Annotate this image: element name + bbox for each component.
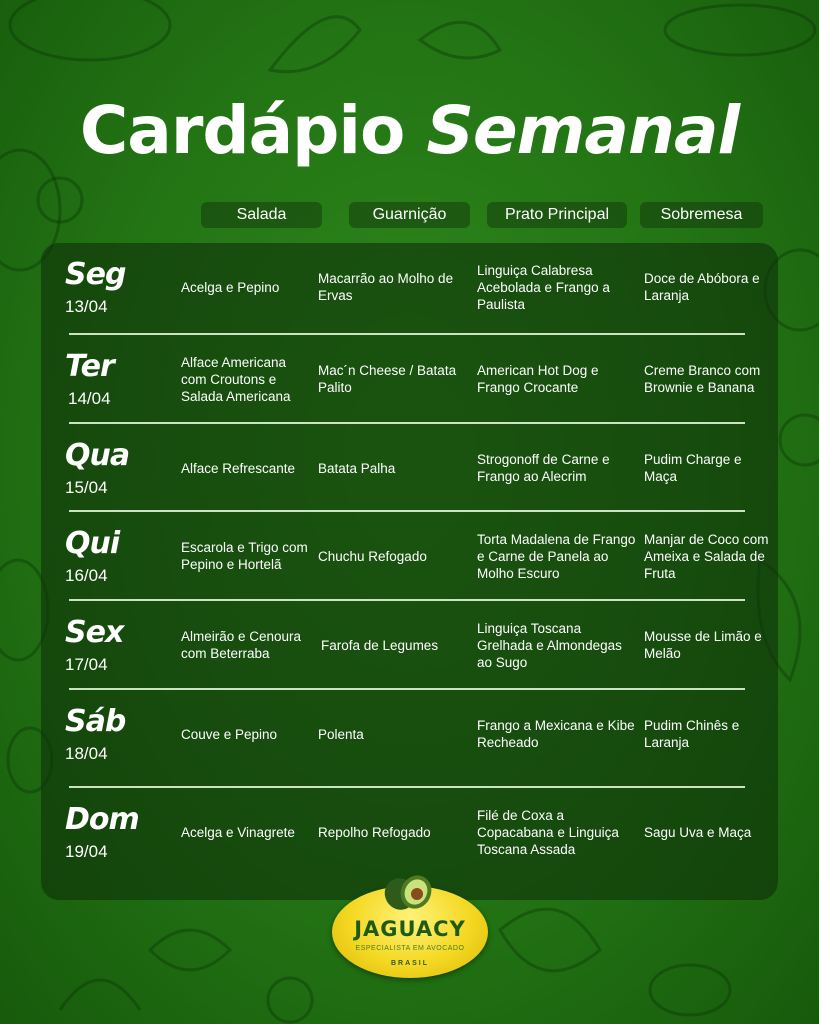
logo-country: BRASIL: [390, 960, 430, 967]
day-date: 14/04: [68, 389, 111, 408]
logo-tagline: ESPECIALISTA EM AVOCADO: [355, 945, 465, 952]
day-date: 18/04: [65, 744, 108, 763]
salada-cell: Escarola e Trigo com Pepino e Hortelã: [181, 540, 308, 572]
salada-cell: Alface Refrescante: [181, 460, 296, 476]
salada-cell: Acelga e Pepino: [181, 279, 280, 295]
day-name: Ter: [65, 349, 114, 384]
menu-row-qua: [41, 424, 778, 512]
sobremesa-cell: Pudim Chinês e Laranja: [644, 718, 740, 750]
guarnicao-cell: Macarrão ao Molho de Ervas: [318, 271, 454, 303]
sobremesa-cell: Sagu Uva e Maça: [644, 824, 752, 840]
logo-name: JAGUACY: [354, 917, 466, 941]
prato-principal-cell: Strogonoff de Carne e Frango ao Alecrim: [477, 452, 610, 484]
sobremesa-cell: Pudim Charge e Maça: [644, 452, 742, 484]
column-header-guarnicao: Guarnição: [349, 202, 470, 228]
sobremesa-cell: Creme Branco com Brownie e Banana: [644, 363, 761, 395]
title-part-2: Semanal: [426, 92, 740, 169]
menu-row-qui: [41, 512, 778, 600]
day-date: 17/04: [65, 655, 108, 674]
menu-row-ter: [41, 335, 778, 423]
salada-cell: Acelga e Vinagrete: [181, 824, 295, 840]
jaguacy-logo: [330, 872, 490, 982]
day-date: 19/04: [65, 842, 108, 861]
prato-principal-cell: Linguiça Calabresa Acebolada e Frango a Paulista: [477, 262, 610, 312]
day-name: Qui: [65, 526, 120, 561]
salada-cell: Alface Americana com Croutons e Salada Americana: [181, 354, 291, 404]
menu-row-sex: [41, 601, 778, 689]
day-name: Dom: [65, 802, 139, 837]
day-date: 13/04: [65, 297, 108, 316]
prato-principal-cell: Torta Madalena de Frango e Carne de Panela ao Molho Escuro: [477, 531, 636, 581]
column-header-sobremesa: Sobremesa: [640, 202, 763, 228]
day-name: Sex: [65, 615, 124, 650]
page-title: [0, 92, 819, 169]
prato-principal-cell: Frango a Mexicana e Kibe Recheado: [477, 718, 635, 750]
title-part-1: Cardápio: [79, 92, 405, 169]
guarnicao-cell: Chuchu Refogado: [318, 548, 427, 564]
column-header-salada: Salada: [201, 202, 322, 228]
day-name: Seg: [65, 257, 126, 292]
sobremesa-cell: Doce de Abóbora e Laranja: [644, 271, 760, 303]
guarnicao-cell: Mac´n Cheese / Batata Palito: [318, 363, 457, 395]
avocado-icon: [382, 872, 434, 912]
prato-principal-cell: Filé de Coxa a Copacabana e Linguiça Toscana Assada: [477, 807, 619, 857]
guarnicao-cell: Farofa de Legumes: [321, 637, 439, 653]
menu-row-sab: [41, 690, 778, 778]
sobremesa-cell: Manjar de Coco com Ameixa e Salada de Fruta: [644, 531, 769, 581]
guarnicao-cell: Polenta: [318, 726, 364, 742]
sobremesa-cell: Mousse de Limão e Melão: [644, 629, 762, 661]
menu-table: [41, 243, 778, 900]
guarnicao-cell: Repolho Refogado: [318, 824, 431, 840]
prato-principal-cell: Linguiça Toscana Grelhada e Almondegas ao Sugo: [477, 620, 622, 670]
salada-cell: Couve e Pepino: [181, 726, 278, 742]
salada-cell: Almeirão e Cenoura com Beterraba: [181, 629, 302, 661]
day-name: Qua: [65, 438, 130, 473]
guarnicao-cell: Batata Palha: [318, 460, 396, 476]
day-name: Sáb: [65, 704, 126, 739]
column-header-prato-principal: Prato Principal: [487, 202, 627, 228]
menu-row-seg: [41, 243, 778, 331]
day-date: 16/04: [65, 566, 108, 585]
prato-principal-cell: American Hot Dog e Frango Crocante: [477, 363, 599, 395]
menu-row-dom: [41, 788, 778, 876]
day-date: 15/04: [65, 478, 108, 497]
